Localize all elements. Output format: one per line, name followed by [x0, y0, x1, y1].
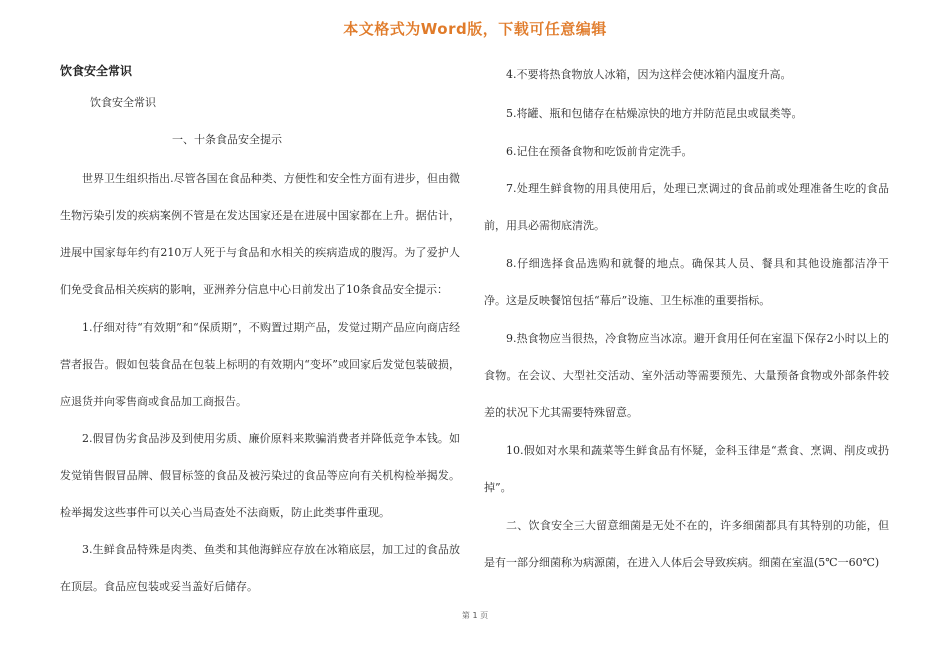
document-title: 饮食安全常识 [60, 64, 133, 78]
document-banner: 本文格式为Word版，下载可任意编辑 [343, 20, 607, 38]
paragraph-section-two: 二、饮食安全三大留意细菌是无处不在的，许多细菌都具有其特别的功能，但是有一部分细菌称为病源菌，在进入人体后会导致疾病。细菌在室温(5℃一60℃) [484, 519, 889, 569]
paragraph-tip-10: 10.假如对水果和蔬菜等生鲜食品有怀疑，金科玉律是“煮食、烹调、削皮或扔掉”。 [484, 444, 889, 494]
paragraph-tip-8: 8.仔细选择食品选购和就餐的地点。确保其人员、餐具和其他设施都洁净干净。这是反映餐馆包括“幕后”设施、卫生标准的重要指标。 [484, 257, 889, 307]
paragraph-tip-6: 6.记住在预备食物和吃饭前肯定洗手。 [506, 145, 693, 158]
paragraph-tip-7: 7.处理生鲜食物的用具使用后，处理已烹调过的食品前或处理准备生吃的食品前，用具必需彻底清洗。 [484, 182, 889, 232]
paragraph-tip-1: 1.仔细对待“有效期”和“保质期”，不购置过期产品，发觉过期产品应向商店经营者报告。假如包装食品在包装上标明的有效期内“变坏”或回家后发觉包装破损，应退货并向零售商或食品加工商报告。 [60, 321, 460, 408]
paragraph-tip-5: 5.将罐、瓶和包储存在枯燥凉快的地方并防范昆虫或鼠类等。 [506, 107, 803, 120]
paragraph-intro: 世界卫生组织指出.尽管各国在食品种类、方便性和安全性方面有进步，但由微生物污染引发的疾病案例不管是在发达国家还是在进展中国家都在上升。据估计，进展中国家每年约有210万人死于与食品和水相关的疾病造成的腹泻。为了爱护人们免受食品相关疾病的影响，亚洲养分信息中心日前发出了10条食品安全提示： [60, 172, 460, 296]
paragraph-tip-2: 2.假冒伪劣食品涉及到使用劣质、廉价原料来欺骗消费者并降低竞争本钱。如发觉销售假冒品牌、假冒标签的食品及被污染过的食品等应向有关机构检举揭发。检举揭发这些事件可以关心当局查处不法商贩，防止此类事件重现。 [60, 432, 460, 519]
paragraph-tip-3: 3.生鲜食品特殊是肉类、鱼类和其他海鲜应存放在冰箱底层，加工过的食品放在顶层。食品应包装或妥当盖好后储存。 [60, 543, 460, 593]
paragraph-tip-9: 9.热食物应当很热，冷食物应当冰凉。避开食用任何在室温下保存2小时以上的食物。在会议、大型社交活动、室外活动等需要预先、大量预备食物或外部条件较差的状况下尤其需要特殊留意。 [484, 332, 889, 419]
page-number: 第 1 页 [461, 611, 489, 620]
document-subtitle: 饮食安全常识 [90, 96, 156, 109]
section-heading: 一、十条食品安全提示 [172, 133, 282, 146]
paragraph-tip-4: 4.不要将热食物放人冰箱，因为这样会使冰箱内温度升高。 [506, 68, 792, 81]
